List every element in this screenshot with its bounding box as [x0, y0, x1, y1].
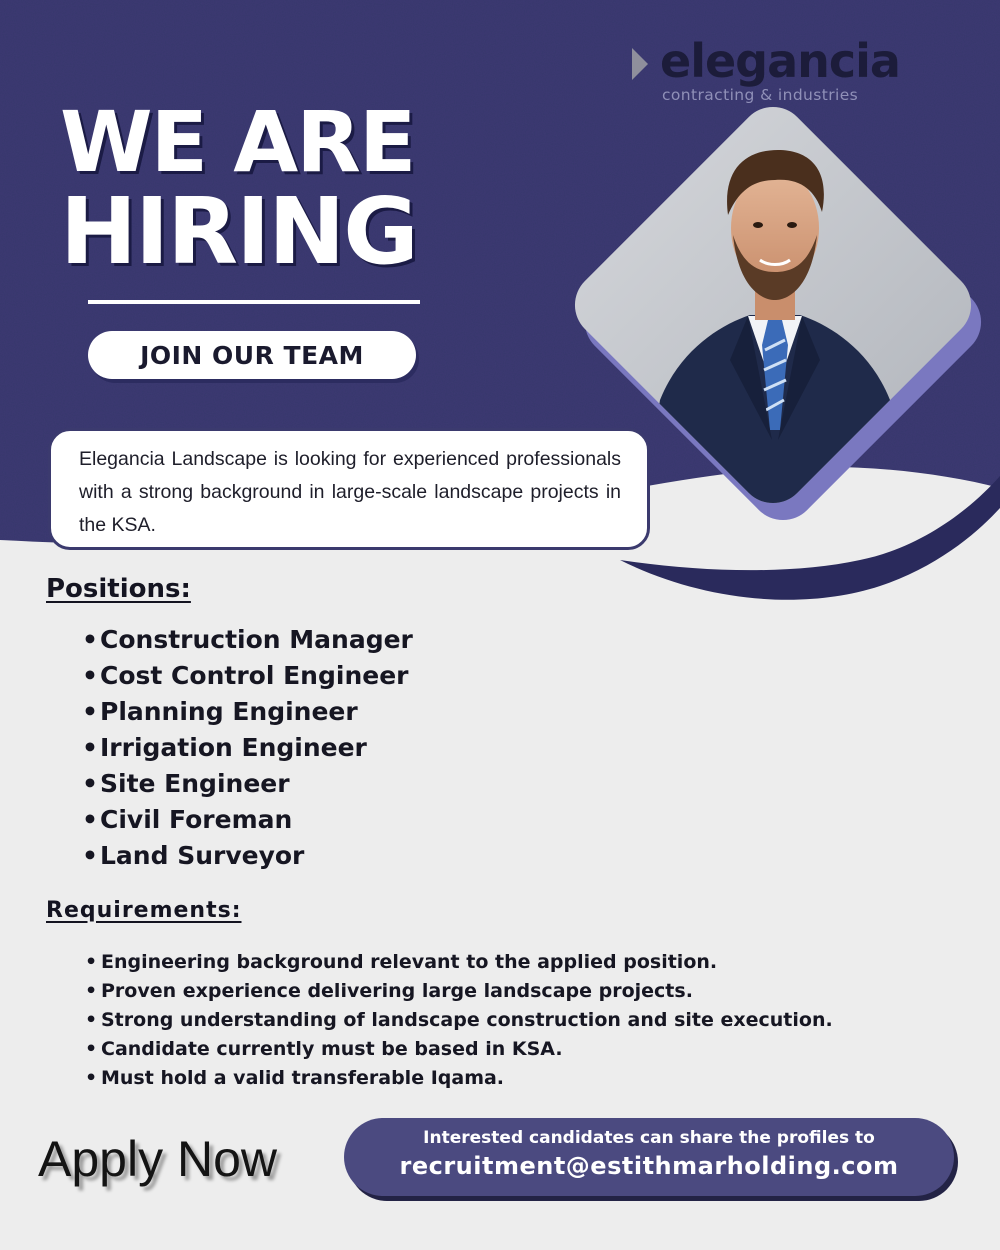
headline-line-1: WE ARE [60, 93, 415, 191]
position-item: • Irrigation Engineer [100, 730, 413, 766]
requirements-heading: Requirements: [46, 898, 242, 923]
requirement-item: • Candidate currently must be based in KSA. [101, 1035, 833, 1064]
join-team-badge [88, 331, 416, 379]
position-item: • Construction Manager [100, 622, 413, 658]
positions-list [100, 622, 413, 874]
contact-note: Interested candidates can share the profiles to [423, 1128, 875, 1148]
play-triangle-icon [630, 44, 652, 84]
headline-line-2: HIRING [60, 178, 417, 285]
requirement-item: • Proven experience delivering large landscape projects. [101, 977, 833, 1006]
position-item: • Planning Engineer [100, 694, 413, 730]
contact-banner [344, 1118, 954, 1196]
headline-divider [88, 300, 420, 304]
contact-email[interactable]: recruitment@estithmarholding.com [399, 1152, 899, 1180]
position-item: • Cost Control Engineer [100, 658, 413, 694]
brand-name: elegancia [660, 34, 900, 88]
requirement-item: • Must hold a valid transferable Iqama. [101, 1064, 833, 1093]
join-team-label: JOIN OUR TEAM [140, 340, 364, 370]
intro-text: Elegancia Landscape is looking for experienced professionals with a strong background in large-scale landscape projects in the KSA. [79, 448, 621, 536]
positions-heading: Positions: [46, 574, 191, 604]
brand-tagline: contracting & industries [662, 86, 859, 104]
position-item: • Land Surveyor [100, 838, 413, 874]
position-item: • Civil Foreman [100, 802, 413, 838]
position-item: • Site Engineer [100, 766, 413, 802]
intro-card [48, 428, 650, 550]
requirements-list [101, 948, 833, 1093]
apply-now-label: Apply Now [38, 1131, 277, 1187]
requirement-item: • Engineering background relevant to the applied position. [101, 948, 833, 977]
requirement-item: • Strong understanding of landscape construction and site execution. [101, 1006, 833, 1035]
